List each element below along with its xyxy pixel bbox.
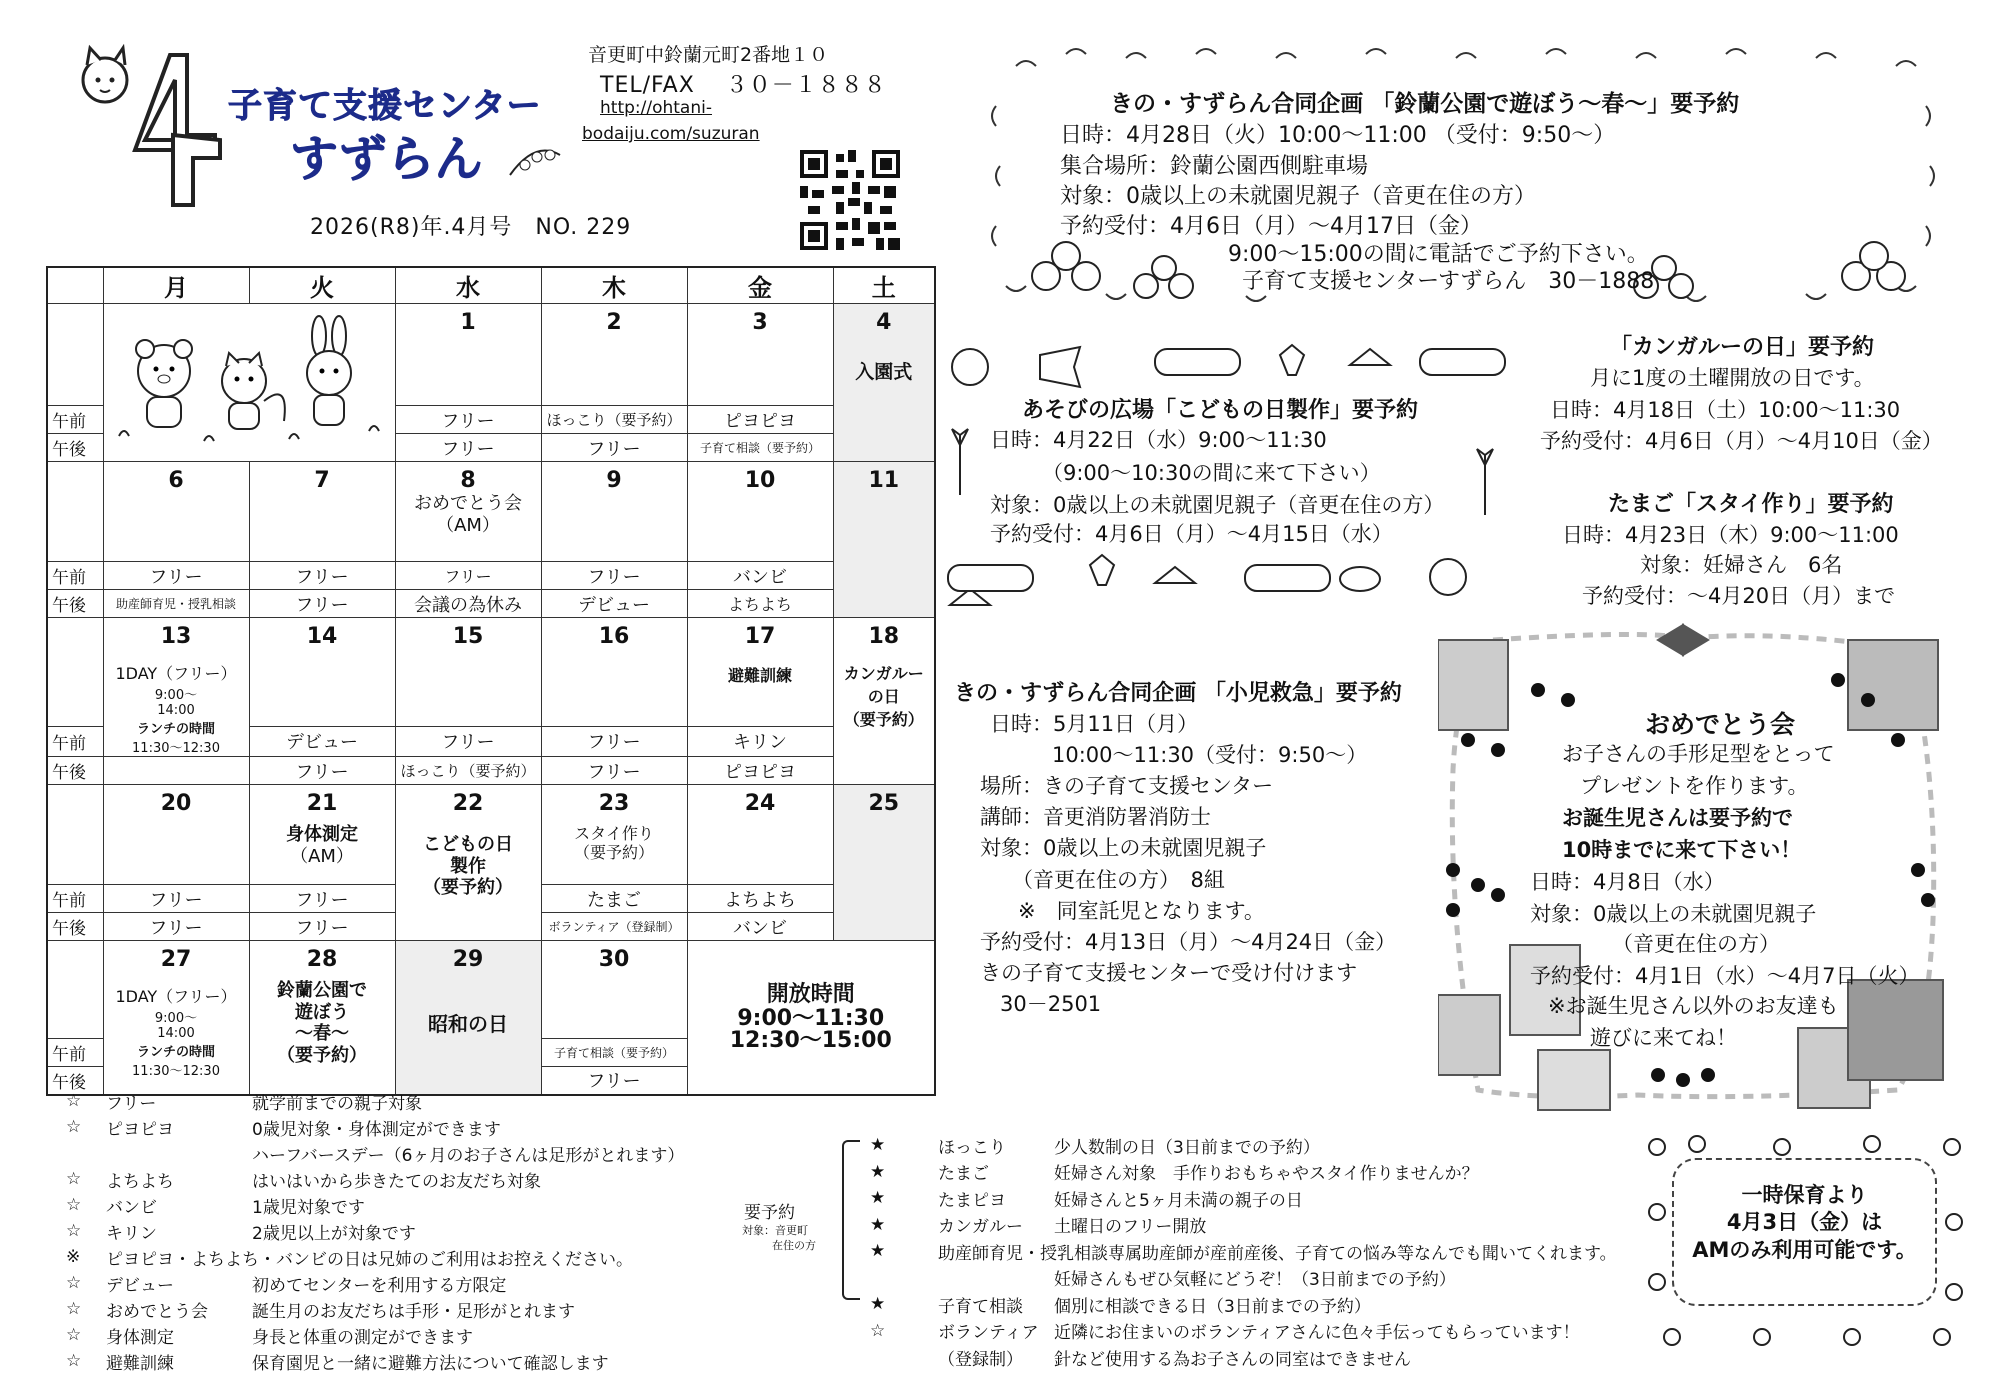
- omedeto-event-target-2: （音更在住の方）: [1612, 932, 1780, 956]
- issue-number: 2026(R8)年.4月号 NO. 229: [310, 215, 632, 240]
- day-13: 13: [160, 624, 192, 649]
- legend-name: たまピヨ: [938, 1190, 1006, 1211]
- weekday-mon: 月: [103, 267, 249, 304]
- legend-mark: ★: [870, 1241, 886, 1262]
- svg-text:4: 4: [180, 180, 181, 181]
- park-event-3: ～春～: [295, 1023, 349, 1045]
- legend-desc: 妊婦さんと5ヶ月未満の親子の日: [1054, 1190, 1303, 1211]
- week3-tue-am: デビュー: [249, 726, 395, 756]
- legend-mark: ☆: [66, 1273, 82, 1293]
- day-13-cell: [103, 618, 249, 757]
- kyukyu-event-lecturer: 講師：音更消防署消防士: [980, 805, 1211, 829]
- am-label: 午前: [47, 1039, 103, 1067]
- week3-fri-am: キリン: [687, 726, 833, 756]
- omedeto-event-target: 対象：0歳以上の未就園児親子: [1530, 902, 1817, 926]
- showa-day-holiday: 昭和の日: [428, 1012, 508, 1036]
- weekday-fri: 金: [687, 267, 833, 304]
- legend-desc: 妊婦さん対象 手作りおもちゃやスタイ作りませんか？: [1054, 1164, 1479, 1185]
- day-9: 9: [541, 462, 687, 562]
- lily-of-the-valley-icon: [505, 135, 565, 189]
- week1-day-row: [47, 304, 935, 406]
- center-title: 子育て支援センター: [228, 86, 542, 126]
- kangaroo-event: カンガルー: [843, 664, 924, 683]
- oneday-free: 1DAY（フリー）: [115, 987, 237, 1006]
- day-18-cell: [833, 618, 935, 785]
- legend-name: キリン: [106, 1223, 157, 1244]
- website-link-cont[interactable]: bodaiju.com/suzuran: [582, 124, 760, 144]
- day-20: 20: [103, 785, 249, 885]
- day-3: 3: [687, 304, 833, 406]
- legend-name: 子育て相談: [938, 1296, 1023, 1317]
- day-17-cell: [687, 618, 833, 727]
- legend-desc: 1歳児対象です: [252, 1197, 365, 1218]
- day-11: 11: [833, 462, 935, 618]
- kyukyu-event-title: きの・すずらん合同企画 「小児救急」要予約: [954, 681, 1402, 706]
- legend-row: [66, 1140, 684, 1166]
- hoiku-notice-line1: 一時保育より: [1741, 1183, 1868, 1207]
- weekday-wed: 水: [395, 267, 541, 304]
- legend-mark: ★: [870, 1214, 886, 1235]
- shintai-sokutei-time: （AM）: [290, 845, 354, 867]
- legend-name: おめでとう会: [106, 1301, 208, 1322]
- week4-tue-am: フリー: [249, 885, 395, 913]
- kyukyu-event-note: ※ 同室託児となります。: [1018, 899, 1265, 923]
- kangaroo-event-desc: 月に1度の土曜開放の日です。: [1590, 366, 1875, 390]
- legend-row: [870, 1291, 1617, 1318]
- pm-label: 午後: [47, 590, 103, 618]
- oneday-free: 1DAY（フリー）: [115, 664, 237, 683]
- kodomo-event: こどもの日: [423, 834, 513, 855]
- legend-row: [66, 1114, 684, 1140]
- legend-row: [66, 1296, 684, 1322]
- week1-fri-pm: 子育て相談（要予約）: [687, 434, 833, 462]
- week2-tue-am: フリー: [249, 562, 395, 590]
- day-17: 17: [744, 624, 776, 649]
- legend-mark: ☆: [66, 1169, 82, 1189]
- park-event-date: 日時：4月28日（火）10:00～11:00 （受付：9:50～）: [1060, 123, 1616, 148]
- omedeto-event-date: 日時：4月8日（水）: [1530, 870, 1725, 894]
- legend-desc: 保育園児と一緒に避難方法について確認します: [252, 1353, 609, 1374]
- legend-mark: ☆: [66, 1351, 82, 1371]
- day-15: 15: [395, 618, 541, 727]
- pm-label: 午後: [47, 757, 103, 785]
- legend-desc: 誕生月のお友だちは手形・足形がとれます: [252, 1301, 575, 1322]
- day-1: 1: [395, 304, 541, 406]
- stai-event-reserve: 予約受付：～4月20日（月）まで: [1582, 584, 1896, 608]
- park-event-2: 遊ぼう: [295, 1001, 349, 1023]
- legend-mark: ★: [870, 1161, 886, 1182]
- legend-desc: 身長と体重の測定ができます: [252, 1327, 473, 1348]
- park-event-hours: 9:00～15:00の間に電話でご予約下さい。: [1228, 242, 1649, 267]
- legend-desc: 就学前までの親子対象: [252, 1093, 422, 1114]
- oneday-start: 9:00～: [154, 1011, 198, 1026]
- week4-day-row: [47, 785, 935, 885]
- open-hours-cell: [687, 941, 935, 1095]
- day-21-cell: [249, 785, 395, 885]
- week4-thu-pm: ボランティア（登録制）: [541, 913, 687, 941]
- week4-mon-am: フリー: [103, 885, 249, 913]
- week3-pm-row: [47, 757, 935, 785]
- day-18: 18: [868, 624, 900, 649]
- legend-desc: ハーフバースデー（6ヶ月のお子さんは足形がとれます）: [252, 1145, 685, 1166]
- legend-desc: 近隣にお住まいのボランティアさんに色々手伝ってもらっています！: [1054, 1323, 1580, 1344]
- kodomo-event-note: （9:00～10:30の間に来て下さい）: [1042, 461, 1381, 485]
- day-2: 2: [541, 304, 687, 406]
- pm-label: 午後: [47, 913, 103, 941]
- lunch-label: ランチの時間: [136, 722, 215, 737]
- stai-event-date: 日時：4月23日（木）9:00～11:00: [1562, 523, 1899, 547]
- legend-desc: 土曜日のフリー開放: [1054, 1217, 1207, 1238]
- omedeto-event-invite: 遊びに来てね！: [1590, 1026, 1737, 1050]
- legend-mark: ★: [870, 1135, 886, 1156]
- kyukyu-event-time: 10:00～11:30（受付：9:50～）: [1052, 743, 1368, 767]
- omedeto-event-reserve: 予約受付：4月1日（水）～4月7日（火）: [1530, 964, 1920, 988]
- legend-name: （登録制）: [938, 1349, 1023, 1370]
- weekday-header-row: [47, 267, 935, 304]
- kyukyu-event-contact: きの子育て支援センターで受け付けます: [980, 961, 1358, 985]
- legend-reserve-title: 要予約: [744, 1203, 795, 1223]
- week3-wed-pm: ほっこり（要予約）: [395, 757, 541, 785]
- open-hours-am: 9:00～11:30: [737, 1006, 885, 1032]
- week5-thu-am: 子育て相談（要予約）: [541, 1039, 687, 1067]
- week2-wed-am: フリー: [395, 562, 541, 590]
- day-4-cell: [833, 304, 935, 462]
- legend-bracket: [842, 1140, 860, 1300]
- week4-mon-pm: フリー: [103, 913, 249, 941]
- legend-row: [870, 1159, 1617, 1186]
- kangaroo-event-2: の日: [867, 687, 900, 706]
- kyukyu-event-reserve: 予約受付：4月13日（月）～4月24日（金）: [980, 930, 1397, 954]
- week3-thu-pm: フリー: [541, 757, 687, 785]
- day-8: 8: [460, 468, 476, 493]
- legend-desc: 妊婦さんもぜひ気軽にどうぞ！（3日前までの予約）: [1054, 1270, 1456, 1291]
- week3-mon-pm: [103, 757, 249, 785]
- legend-desc: 個別に相談できる日（3日前までの予約）: [1054, 1296, 1371, 1317]
- day-6: 6: [103, 462, 249, 562]
- pm-label: 午後: [47, 434, 103, 462]
- legend-row: [870, 1212, 1617, 1239]
- week1-wed-pm: フリー: [395, 434, 541, 462]
- legend-desc: 2歳児以上が対象です: [252, 1223, 416, 1244]
- legend-desc: はいはいから歩きたてのお友だち対象: [252, 1171, 541, 1192]
- month-4-logo-cat-icon: [75, 40, 245, 215]
- day-27-cell: [103, 941, 249, 1095]
- legend-name: 身体測定: [106, 1327, 174, 1348]
- kodomo-event-target: 対象：0歳以上の未就園児親子（音更在住の方）: [990, 493, 1445, 517]
- legend-row: [66, 1192, 684, 1218]
- day-28-cell: [249, 941, 395, 1095]
- day-24: 24: [687, 785, 833, 885]
- week1-fri-am: ピヨピヨ: [687, 406, 833, 434]
- week2-wed-pm: 会議の為休み: [395, 590, 541, 618]
- legend-mark: ★: [870, 1294, 886, 1315]
- week5-day-row: [47, 941, 935, 1039]
- oneday-end: 14:00: [157, 703, 195, 718]
- day-16: 16: [541, 618, 687, 727]
- week3-tue-pm: フリー: [249, 757, 395, 785]
- kodomo-reserve: （要予約）: [423, 877, 513, 899]
- center-address: 音更町中鈴蘭元町2番地１０: [588, 44, 829, 66]
- legend-name: よちよち: [106, 1171, 174, 1192]
- week2-fri-am: バンビ: [687, 562, 833, 590]
- legend-row: [870, 1238, 1617, 1265]
- legend-mark: ※: [66, 1247, 81, 1267]
- lunch-time: 11:30～12:30: [132, 1064, 220, 1079]
- legend-row: [66, 1322, 684, 1348]
- legend-reserve-note: 対象：音更町: [742, 1224, 808, 1237]
- weekday-sat: 土: [833, 267, 935, 304]
- stai-reserve: （要予約）: [573, 843, 654, 863]
- omedeto-event-desc: お子さんの手形足型をとって: [1562, 742, 1835, 766]
- week2-fri-pm: よちよち: [687, 590, 833, 618]
- kangaroo-event-title: 「カンガルーの日」要予約: [1610, 335, 1875, 360]
- week1-wed-am: フリー: [395, 406, 541, 434]
- lunch-time: 11:30～12:30: [132, 741, 220, 756]
- legend-mark: ☆: [66, 1221, 82, 1241]
- legend-desc: 0歳児対象・身体測定ができます: [252, 1119, 501, 1140]
- legend-name: デビュー: [106, 1275, 174, 1296]
- omedeto-event-title: おめでとう会: [1645, 710, 1796, 739]
- hoiku-notice-box: [1672, 1158, 1937, 1306]
- kodomo-event-reserve: 予約受付：4月6日（月）～4月15日（水）: [990, 522, 1393, 546]
- day-25: 25: [833, 785, 935, 941]
- legend-mark: ★: [870, 1188, 886, 1209]
- legend-reserve-note-2: 在住の方: [772, 1239, 816, 1252]
- day-23-cell: [541, 785, 687, 885]
- legend-name: バンビ: [106, 1197, 157, 1218]
- day-28: 28: [306, 947, 338, 972]
- sat-event-nyuenshiki: 入園式: [855, 361, 913, 383]
- legend-mark: ☆: [66, 1195, 82, 1215]
- legend-row: [870, 1318, 1617, 1345]
- website-link[interactable]: http://ohtani-: [600, 98, 712, 118]
- lunch-label: ランチの時間: [136, 1045, 215, 1060]
- day-21: 21: [306, 791, 338, 816]
- am-label: 午前: [47, 406, 103, 434]
- legend-name: 助産師育児・授乳相談: [938, 1243, 1108, 1264]
- weekday-thu: 木: [541, 267, 687, 304]
- park-event: 鈴蘭公園で: [277, 980, 367, 1001]
- kyukyu-event-target: 対象：0歳以上の未就園児親子: [980, 836, 1267, 860]
- day-30: 30: [541, 941, 687, 1039]
- animal-illustration-icon: [103, 304, 395, 462]
- legend-name: たまご: [938, 1164, 989, 1185]
- weekday-tue: 火: [249, 267, 395, 304]
- hoiku-notice-line3: AMのみ利用可能です。: [1692, 1237, 1917, 1262]
- legend-desc: 専属助産師が産前産後、子育ての悩み等なんでも聞いてくれます。: [1108, 1243, 1617, 1264]
- am-label: 午前: [47, 885, 103, 913]
- week2-tue-pm: フリー: [249, 590, 395, 618]
- week5-thu-pm: フリー: [541, 1067, 687, 1095]
- legend-name: ボランティア: [938, 1323, 1039, 1344]
- week2-thu-am: フリー: [541, 562, 687, 590]
- legend-name: ピヨピヨ・よちよち・バンビの日は兄姉のご利用はお控えください。: [106, 1249, 633, 1270]
- week4-fri-pm: バンビ: [687, 913, 833, 941]
- center-name: すずらん: [290, 131, 483, 187]
- park-reserve: （要予約）: [277, 1044, 367, 1066]
- hinan-kunren-event: 避難訓練: [727, 666, 792, 685]
- week3-day-row: [47, 618, 935, 727]
- day-10: 10: [687, 462, 833, 562]
- week4-tue-pm: フリー: [249, 913, 395, 941]
- legend-mark: ☆: [66, 1299, 82, 1319]
- legend-row: [66, 1088, 684, 1114]
- legend-left: [66, 1088, 684, 1374]
- week2-day-row: [47, 462, 935, 562]
- open-hours-pm: 12:30～15:00: [729, 1028, 892, 1054]
- stai-event-title: たまご「スタイ作り」要予約: [1608, 492, 1894, 517]
- legend-mark: ☆: [66, 1325, 82, 1345]
- legend-desc: 針など使用する為お子さんの同室はできません: [1054, 1349, 1411, 1370]
- week2-mon-pm: 助産師育児・授乳相談: [103, 590, 249, 618]
- monthly-calendar: [46, 266, 936, 1096]
- park-event-title: きの・すずらん合同企画 「鈴蘭公園で遊ぼう～春～」要予約: [1110, 91, 1740, 117]
- week3-thu-am: フリー: [541, 726, 687, 756]
- omedeto-event: おめでとう会: [414, 493, 522, 514]
- legend-row: [66, 1218, 684, 1244]
- day-23: 23: [598, 791, 630, 816]
- legend-row: [870, 1185, 1617, 1212]
- legend-mark: ☆: [870, 1320, 886, 1341]
- oneday-start: 9:00～: [154, 688, 198, 703]
- legend-row: [870, 1344, 1617, 1371]
- week2-pm-row: [47, 590, 935, 618]
- legend-name: カンガルー: [938, 1217, 1023, 1238]
- shintai-sokutei-event: 身体測定: [286, 824, 358, 845]
- park-event-contact: 子育て支援センターすずらん 30－1888: [1242, 269, 1655, 294]
- omedeto-event-desc-2: プレゼントを作ります。: [1580, 774, 1809, 798]
- open-hours-title: 開放時間: [766, 982, 855, 1008]
- stai-event-target: 対象：妊婦さん 6名: [1640, 553, 1843, 577]
- omedeto-event-time-note: 10時までに来て下さい！: [1562, 838, 1802, 862]
- day-29-cell: [395, 941, 541, 1095]
- legend-desc: 少人数制の日（3日前までの予約）: [1054, 1137, 1320, 1158]
- day-22: 22: [452, 791, 484, 816]
- week2-am-row: [47, 562, 935, 590]
- legend-row: [870, 1265, 1617, 1292]
- kangaroo-event-reserve: 予約受付：4月6日（月）～4月10日（金）: [1540, 429, 1943, 453]
- center-telfax: TEL/FAX ３０－１８８８: [600, 73, 887, 98]
- day-27: 27: [160, 947, 192, 972]
- legend-name: フリー: [106, 1093, 157, 1114]
- qr-code-icon[interactable]: [800, 150, 900, 250]
- legend-row: [66, 1270, 684, 1296]
- legend-mark: ☆: [66, 1117, 82, 1137]
- kodomo-event-2: 製作: [450, 855, 486, 877]
- kodomo-event-date: 日時：4月22日（水）9:00～11:30: [990, 428, 1327, 452]
- week4-thu-am: たまご: [541, 885, 687, 913]
- pm-label: 午後: [47, 1067, 103, 1095]
- legend-row: [66, 1348, 684, 1374]
- legend-row: [870, 1132, 1617, 1159]
- legend-row: [66, 1166, 684, 1192]
- day-7: 7: [249, 462, 395, 562]
- stai-event: スタイ作り: [574, 824, 654, 843]
- week1-thu-am: ほっこり（要予約）: [541, 406, 687, 434]
- kangaroo-reserve: （要予約）: [843, 710, 924, 729]
- kodomo-event-title: あそびの広場「こどもの日製作」要予約: [1022, 398, 1419, 423]
- am-label: 午前: [47, 726, 103, 756]
- kyukyu-event-phone: 30－2501: [1000, 992, 1102, 1016]
- park-event-reserve: 予約受付：4月6日（月）～4月17日（金）: [1060, 214, 1482, 239]
- week3-wed-am: フリー: [395, 726, 541, 756]
- kyukyu-event-place: 場所：きの子育て支援センター: [980, 774, 1274, 798]
- week2-thu-pm: デビュー: [541, 590, 687, 618]
- park-event-place: 集合場所：鈴蘭公園西側駐車場: [1060, 154, 1369, 179]
- legend-desc: 初めてセンターを利用する方限定: [252, 1275, 507, 1296]
- kyukyu-event-date: 日時：5月11日（月）: [990, 712, 1199, 736]
- kyukyu-event-target-2: （音更在住の方） 8組: [1012, 868, 1225, 892]
- am-label: 午前: [47, 562, 103, 590]
- park-event-target: 対象：0歳以上の未就園児親子（音更在住の方）: [1060, 184, 1536, 209]
- legend-right: [870, 1132, 1617, 1371]
- day-4: 4: [876, 310, 892, 335]
- hoiku-notice-line2: 4月3日（金）は: [1726, 1210, 1883, 1235]
- oneday-end: 14:00: [157, 1026, 195, 1041]
- week2-mon-am: フリー: [103, 562, 249, 590]
- legend-name: ほっこり: [938, 1137, 1006, 1158]
- day-29: 29: [452, 947, 484, 972]
- omedeto-event-time: （AM）: [436, 514, 500, 536]
- day-8-cell: [395, 462, 541, 562]
- legend-name: 避難訓練: [106, 1353, 174, 1374]
- legend-mark: ☆: [66, 1091, 82, 1111]
- day-14: 14: [249, 618, 395, 727]
- week3-fri-pm: ピヨピヨ: [687, 757, 833, 785]
- week1-thu-pm: フリー: [541, 434, 687, 462]
- legend-row: [66, 1244, 684, 1270]
- day-22-cell: [395, 785, 541, 941]
- omedeto-event-friends: ※お誕生児さん以外のお友達も: [1548, 994, 1839, 1018]
- omedeto-event-reserve-note: お誕生児さんは要予約で: [1562, 806, 1793, 830]
- kangaroo-event-date: 日時：4月18日（土）10:00～11:30: [1550, 398, 1901, 422]
- week4-fri-am: よちよち: [687, 885, 833, 913]
- legend-name: ピヨピヨ: [106, 1119, 174, 1140]
